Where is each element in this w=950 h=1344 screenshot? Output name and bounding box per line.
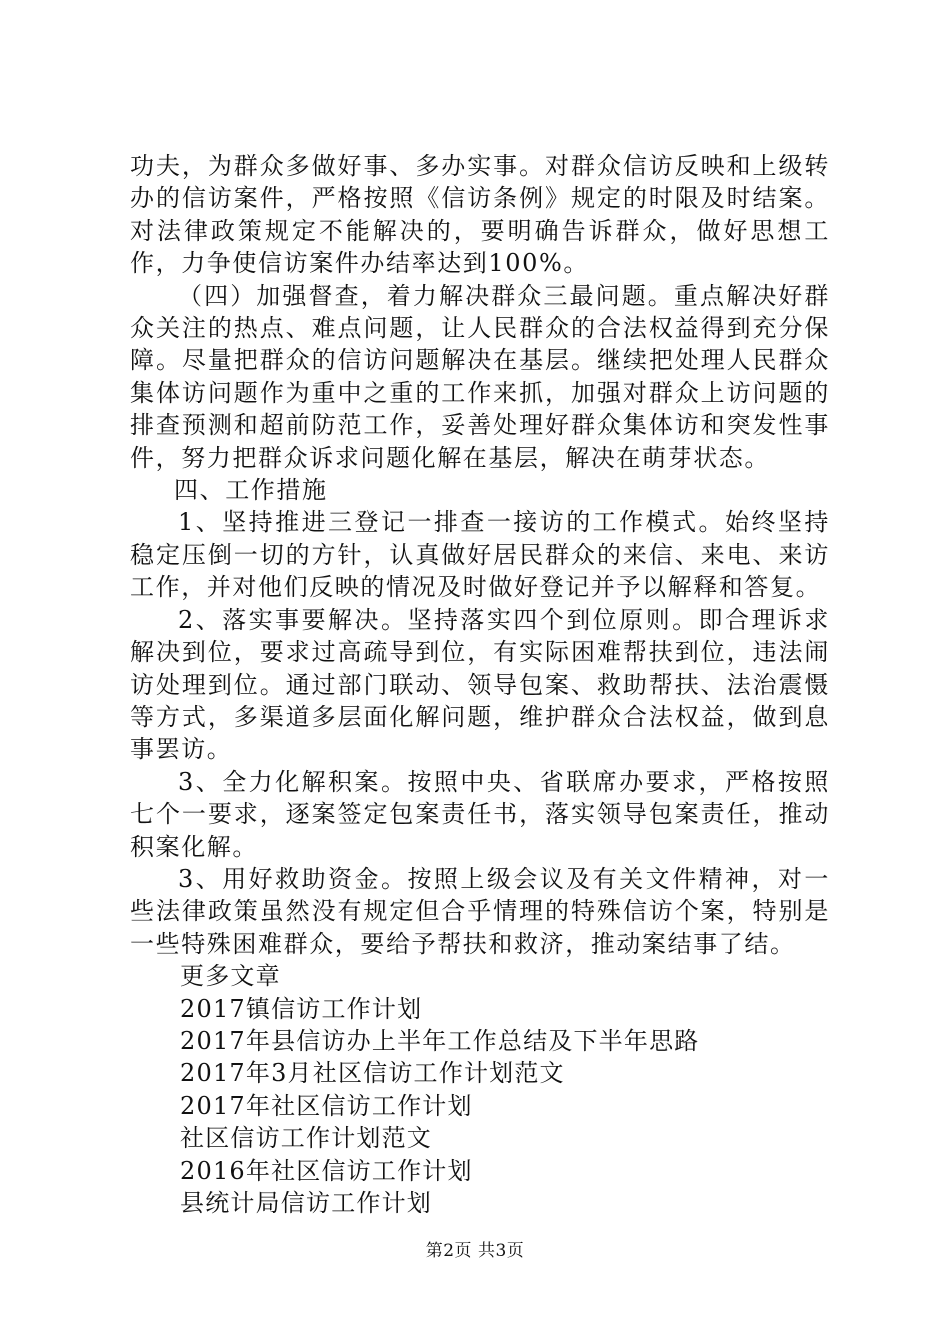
section-heading-measures: 四、工作措施	[174, 476, 328, 505]
document-body	[130, 150, 830, 1219]
more-articles-title: 更多文章	[180, 962, 281, 991]
page-number-footer: 第2页 共3页	[425, 1241, 525, 1261]
more-article-link[interactable]: 县统计局信访工作计划	[180, 1189, 432, 1217]
paragraph-continued: 功夫，为群众多做好事、多办实事。对群众信访反映和上级转办的信访案件，严格按照《信访条例》规定的时限及时结案。对法律政策规定不能解决的，要明确告诉群众，做好思想工作，力争使信访案件办结率达到100%。	[130, 152, 830, 278]
paragraph-section-four: （四）加强督查，着力解决群众三最问题。重点解决好群众关注的热点、难点问题，让人民群众的合法权益得到充分保障。尽量把群众的信访问题解决在基层。继续把处理人民群众集体访问题作为重中之重的工作来抓，加强对群众上访问题的排查预测和超前防范工作，妥善处理好群众集体访和突发性事件，努力把群众诉求问题化解在基层，解决在萌芽状态。	[130, 281, 830, 472]
more-article-link[interactable]: 2017镇信访工作计划	[180, 994, 423, 1023]
more-articles-list	[130, 993, 830, 1220]
more-article-link[interactable]: 社区信访工作计划范文	[180, 1124, 432, 1153]
paragraph-measure-1: 1、坚持推进三登记一排查一接访的工作模式。始终坚持稳定压倒一切的方针，认真做好居民群众的来信、来电、来访工作，并对他们反映的情况及时做好登记并予以解释和答复。	[130, 508, 830, 602]
paragraph-measure-4: 3、用好救助资金。按照上级会议及有关文件精神，对一些法律政策虽然没有规定但合乎情理的特殊信访个案，特别是一些特殊困难群众，要给予帮扶和救济，推动案结事了结。	[130, 864, 830, 958]
paragraph-measure-2: 2、落实事要解决。坚持落实四个到位原则。即合理诉求解决到位，要求过高疏导到位，有实际困难帮扶到位，违法闹访处理到位。通过部门联动、领导包案、救助帮扶、法治震慑等方式，多渠道多层面化解问题，维护群众合法权益，做到息事罢访。	[130, 605, 830, 764]
more-article-link[interactable]: 2017年社区信访工作计划	[180, 1091, 473, 1120]
more-article-link[interactable]: 2017年3月社区信访工作计划范文	[180, 1059, 565, 1088]
paragraph-measure-3: 3、全力化解积案。按照中央、省联席办要求，严格按照七个一要求，逐案签定包案责任书，落实领导包案责任，推动积案化解。	[130, 767, 830, 861]
more-article-link[interactable]: 2016年社区信访工作计划	[180, 1156, 473, 1185]
more-article-link[interactable]: 2017年县信访办上半年工作总结及下半年思路	[180, 1026, 700, 1055]
